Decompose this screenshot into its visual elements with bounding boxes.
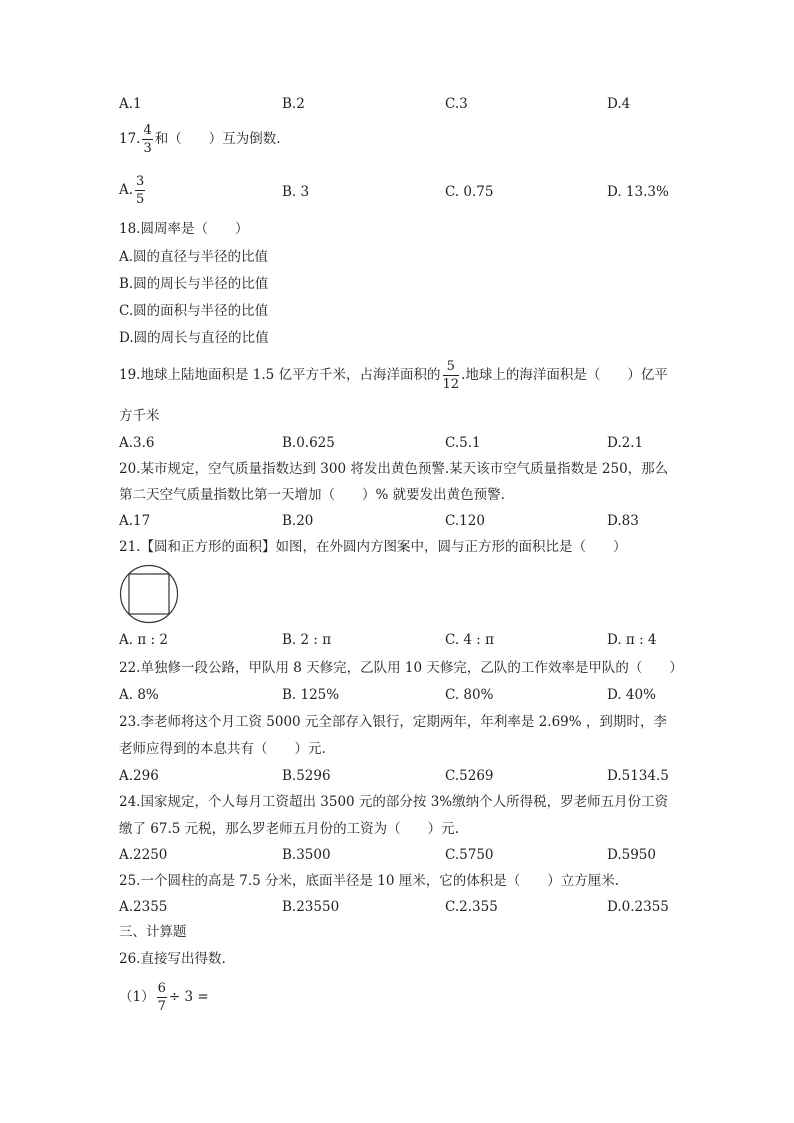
q23-option-a: A.296 bbox=[119, 768, 159, 784]
q24-stem-line2: 缴了 67.5 元税，那么罗老师五月份的工资为（ ）元. bbox=[119, 821, 459, 837]
q24-option-d: D.5950 bbox=[607, 847, 656, 863]
q22-option-d: D. 40% bbox=[607, 687, 656, 703]
q16-option-a: A.1 bbox=[119, 96, 142, 112]
q19-option-d: D.2.1 bbox=[607, 435, 644, 451]
q22-option-c: C. 80% bbox=[445, 687, 494, 703]
q25-option-b: B.23550 bbox=[282, 899, 340, 915]
q24-option-c: C.5750 bbox=[445, 847, 494, 863]
q18-option-a: A.圆的直径与半径的比值 bbox=[119, 249, 269, 265]
q23-option-b: B.5296 bbox=[282, 768, 331, 784]
q17-option-a-fraction: $\frac{3}{5}$ bbox=[136, 174, 145, 207]
q17-option-d: D. 13.3% bbox=[607, 184, 669, 200]
q26-stem: 26.直接写出得数. bbox=[119, 951, 226, 967]
q19-option-c: C.5.1 bbox=[445, 435, 481, 451]
q20-option-b: B.20 bbox=[282, 513, 314, 529]
q19-stem: 19.地球上陆地面积是 1.5 亿平方千米，占海洋面积的 $\frac{5}{12}$ .地球上的海洋面积是（ ）亿平 bbox=[119, 359, 668, 392]
q24-option-a: A.2250 bbox=[119, 847, 168, 863]
q24-option-b: B.3500 bbox=[282, 847, 331, 863]
q25-option-a: A.2355 bbox=[119, 899, 168, 915]
q21-stem: 21.【圆和正方形的面积】如图，在外圆内方图案中，圆与正方形的面积比是（ ） bbox=[119, 539, 627, 555]
q20-stem-line2: 第二天空气质量指数比第一天增加（ ）% 就要发出黄色预警. bbox=[119, 487, 505, 503]
q20-option-d: D.83 bbox=[607, 513, 639, 529]
q23-stem-line1: 23.李老师将这个月工资 5000 元全部存入银行，定期两年，年利率是 2.69% ，到期时，李 bbox=[119, 714, 667, 730]
q21-option-b: B. 2 : π bbox=[282, 632, 332, 648]
q20-stem-line1: 20.某市规定，空气质量指数达到 300 将发出黄色预警.某天该市空气质量指数是 250，那么 bbox=[119, 461, 669, 477]
q25-stem: 25.一个圆柱的高是 7.5 分米，底面半径是 10 厘米，它的体积是（ ）立方厘米. bbox=[119, 873, 620, 889]
q22-option-b: B. 125% bbox=[282, 687, 340, 703]
q26-item-1: （1） $\frac{6}{7}$ ÷ 3 = bbox=[119, 981, 209, 1014]
q21-option-c: C. 4 : π bbox=[445, 632, 495, 648]
q17-option-a: A. $\frac{3}{5}$ bbox=[119, 174, 145, 207]
q17-option-c: C. 0.75 bbox=[445, 184, 494, 200]
q16-option-c: C.3 bbox=[445, 96, 468, 112]
q25-option-d: D.0.2355 bbox=[607, 899, 669, 915]
q18-option-b: B.圆的周长与半径的比值 bbox=[119, 276, 269, 292]
q26-item-1-fraction: $\frac{6}{7}$ bbox=[157, 981, 166, 1014]
q22-option-a: A. 8% bbox=[119, 687, 159, 703]
q21-option-d: D. π : 4 bbox=[607, 632, 657, 648]
q19-option-a: A.3.6 bbox=[119, 435, 155, 451]
q21-option-a: A. π : 2 bbox=[119, 632, 168, 648]
q25-option-c: C.2.355 bbox=[445, 899, 498, 915]
q18-option-c: C.圆的面积与半径的比值 bbox=[119, 303, 269, 319]
q22-stem: 22.单独修一段公路，甲队用 8 天修完，乙队用 10 天修完，乙队的工作效率是甲队的（ ） bbox=[119, 660, 683, 676]
q19-fraction: $\frac{5}{12}$ bbox=[442, 359, 460, 392]
q24-stem-line1: 24.国家规定，个人每月工资超出 3500 元的部分按 3%缴纳个人所得税，罗老师五月份工资 bbox=[119, 794, 669, 810]
q16-option-b: B.2 bbox=[282, 96, 305, 112]
q23-option-c: C.5269 bbox=[445, 768, 494, 784]
q17-stem bbox=[119, 124, 281, 155]
section-title: 三、计算题 bbox=[119, 924, 187, 940]
inner-square bbox=[129, 574, 169, 614]
q17-fraction: $\frac{4}{3}$ bbox=[143, 123, 152, 156]
circle-square-figure bbox=[119, 564, 179, 624]
q18-stem: 18.圆周率是（ ） bbox=[119, 221, 249, 237]
q17-option-b: B. 3 bbox=[282, 184, 310, 200]
q20-option-a: A.17 bbox=[119, 513, 151, 529]
q19-stem-line2: 方千米 bbox=[119, 408, 160, 424]
q17-number: 17. bbox=[119, 131, 141, 147]
q23-option-d: D.5134.5 bbox=[607, 768, 669, 784]
q18-option-d: D.圆的周长与直径的比值 bbox=[119, 330, 269, 346]
q16-option-d: D.4 bbox=[607, 96, 631, 112]
q17-text: 和（ ）互为倒数. bbox=[154, 131, 281, 147]
q19-option-b: B.0.625 bbox=[282, 435, 335, 451]
q23-stem-line2: 老师应得到的本息共有（ ）元. bbox=[119, 741, 326, 757]
q20-option-c: C.120 bbox=[445, 513, 485, 529]
